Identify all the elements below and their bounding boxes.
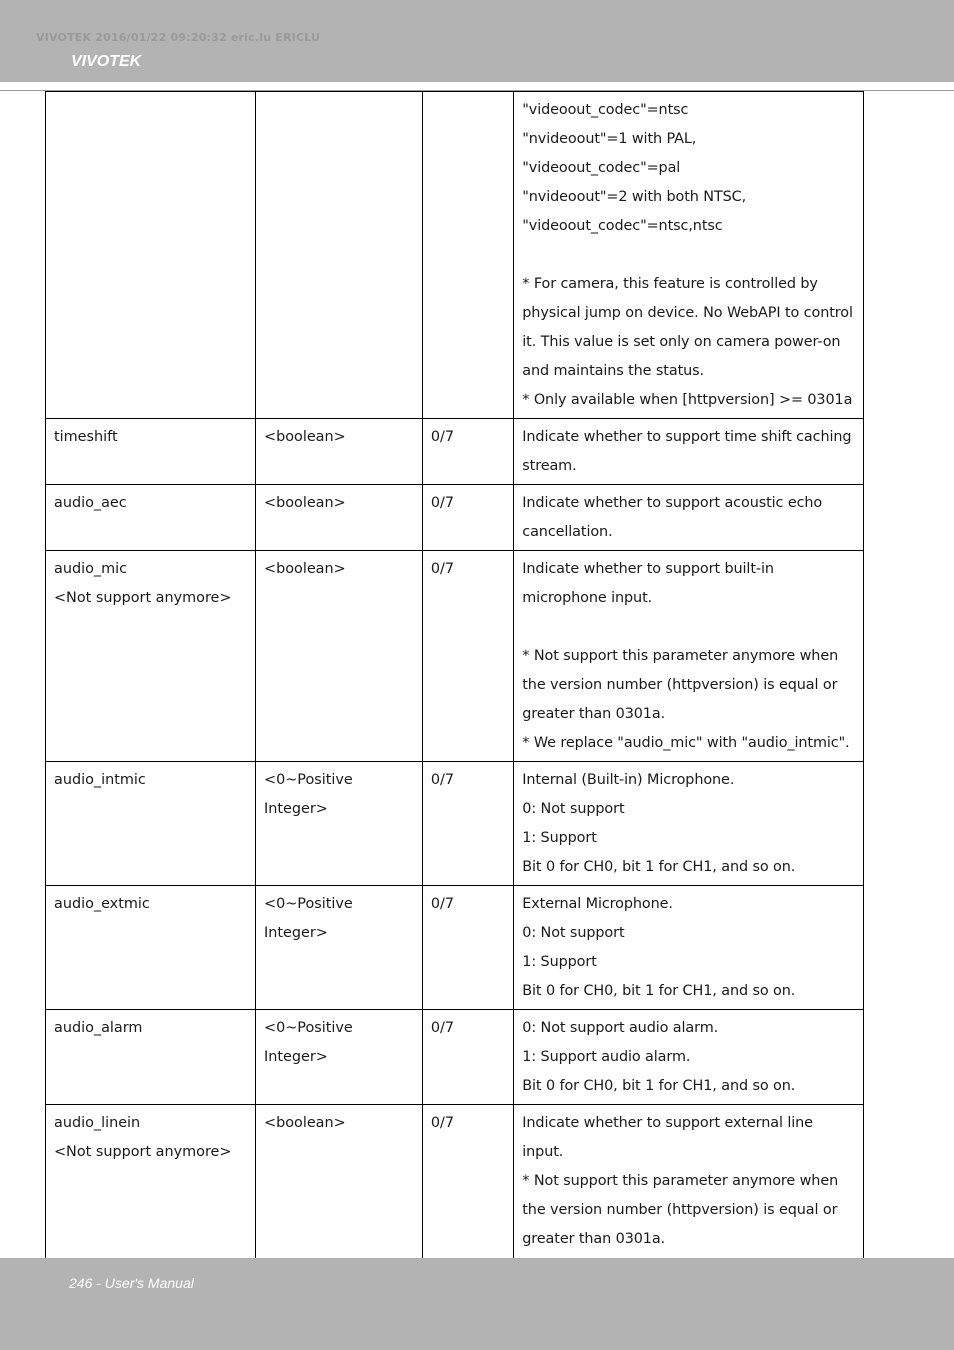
type-line: <0~Positive [264, 1020, 353, 1036]
description-line: microphone input. [522, 590, 653, 606]
type-line: Integer> [264, 925, 328, 941]
security-level-cell [422, 886, 513, 1010]
security-level-cell [422, 1010, 513, 1105]
name-line: audio_aec [54, 495, 127, 511]
description-line: Bit 0 for CH0, bit 1 for CH1, and so on. [522, 1078, 796, 1094]
security-level-cell [422, 762, 513, 886]
brand-logo-text: VIVOTEK [71, 53, 142, 70]
description-line: physical jump on device. No WebAPI to control [522, 305, 853, 321]
type-line: <boolean> [264, 495, 346, 511]
table-row [46, 485, 864, 551]
parameter-type-cell [256, 886, 423, 1010]
type-line: <0~Positive [264, 896, 353, 912]
description-line: the version number (httpversion) is equal or [522, 1202, 838, 1218]
type-line: <boolean> [264, 561, 346, 577]
description-line: and maintains the status. [522, 363, 705, 379]
security-text: 0/7 [430, 1115, 454, 1131]
description-line: stream. [522, 458, 577, 474]
description-cell [514, 886, 864, 1010]
blank-line [522, 613, 859, 642]
parameter-type-cell [256, 551, 423, 762]
description-line: 0: Not support [522, 925, 625, 941]
table-row [46, 886, 864, 1010]
security-level-cell [422, 551, 513, 762]
security-text: 0/7 [430, 1020, 454, 1036]
type-line: Integer> [264, 1049, 328, 1065]
description-line: Indicate whether to support acoustic echo [522, 495, 823, 511]
description-line: input. [522, 1144, 564, 1160]
description-cell [514, 551, 864, 762]
type-line: Integer> [264, 801, 328, 817]
table-row [46, 762, 864, 886]
description-line: "videoout_codec"=pal [522, 160, 681, 176]
description-line: * Not support this parameter anymore when [522, 1173, 839, 1189]
description-line: External Microphone. [522, 896, 673, 912]
parameter-type-cell [256, 419, 423, 485]
description-line: Indicate whether to support time shift caching [522, 429, 852, 445]
security-text: 0/7 [430, 429, 454, 445]
description-line: 0: Not support audio alarm. [522, 1020, 719, 1036]
table-row [46, 419, 864, 485]
description-line: Bit 0 for CH0, bit 1 for CH1, and so on. [522, 983, 796, 999]
description-cell [514, 485, 864, 551]
security-text: 0/7 [430, 772, 454, 788]
description-line: "videoout_codec"=ntsc,ntsc [522, 218, 723, 234]
security-level-cell [422, 419, 513, 485]
name-line: <Not support anymore> [54, 590, 232, 606]
parameter-name-cell [46, 551, 256, 762]
name-line: audio_linein [54, 1115, 141, 1131]
name-line: audio_extmic [54, 896, 150, 912]
description-cell [514, 92, 864, 419]
table-row [46, 551, 864, 762]
description-line: Indicate whether to support built-in [522, 561, 774, 577]
name-line: audio_intmic [54, 772, 146, 788]
parameter-table-body [46, 92, 864, 1316]
page-number-label: 246 - User's Manual [69, 1275, 194, 1291]
description-line: 1: Support [522, 830, 597, 846]
description-line: cancellation. [522, 524, 613, 540]
parameter-type-cell [256, 1010, 423, 1105]
parameter-name-cell [46, 1010, 256, 1105]
description-line: * For camera, this feature is controlled by [522, 276, 818, 292]
parameter-name-cell [46, 886, 256, 1010]
parameter-table [45, 91, 864, 1316]
description-line: * Only available when [httpversion] >= 0301a [522, 392, 853, 408]
description-line: "nvideoout"=2 with both NTSC, [522, 189, 747, 205]
name-line: audio_alarm [54, 1020, 143, 1036]
watermark-text: VIVOTEK 2016/01/22 09:20:32 eric.lu ERICLU [36, 31, 321, 44]
description-line: greater than 0301a. [522, 706, 666, 722]
type-line: <0~Positive [264, 772, 353, 788]
name-line: <Not support anymore> [54, 1144, 232, 1160]
description-line: * We replace "audio_mic" with "audio_intmic". [522, 735, 850, 751]
description-cell [514, 762, 864, 886]
description-line: Bit 0 for CH0, bit 1 for CH1, and so on. [522, 859, 796, 875]
description-line: 0: Not support [522, 801, 625, 817]
type-line: <boolean> [264, 429, 346, 445]
description-line: it. This value is set only on camera power-on [522, 334, 841, 350]
security-level-cell [422, 92, 513, 419]
parameter-type-cell [256, 92, 423, 419]
parameter-name-cell [46, 92, 256, 419]
table-row [46, 1010, 864, 1105]
description-line: 1: Support [522, 954, 597, 970]
page-header [0, 0, 954, 82]
security-level-cell [422, 485, 513, 551]
parameter-name-cell [46, 762, 256, 886]
description-line: Indicate whether to support external line [522, 1115, 813, 1131]
blank-line [522, 241, 859, 270]
description-line: "nvideoout"=1 with PAL, [522, 131, 697, 147]
description-line: * Not support this parameter anymore when [522, 648, 839, 664]
description-line: "videoout_codec"=ntsc [522, 102, 689, 118]
security-text: 0/7 [430, 561, 454, 577]
type-line: <boolean> [264, 1115, 346, 1131]
table-row [46, 92, 864, 419]
description-line: greater than 0301a. [522, 1231, 666, 1247]
description-line: Internal (Built-in) Microphone. [522, 772, 735, 788]
name-line: audio_mic [54, 561, 128, 577]
name-line: timeshift [54, 429, 118, 445]
security-text: 0/7 [430, 896, 454, 912]
page-footer [0, 1258, 954, 1350]
security-text: 0/7 [430, 495, 454, 511]
parameter-type-cell [256, 485, 423, 551]
parameter-name-cell [46, 419, 256, 485]
description-cell [514, 419, 864, 485]
parameter-type-cell [256, 762, 423, 886]
description-cell [514, 1010, 864, 1105]
description-line: the version number (httpversion) is equal or [522, 677, 838, 693]
description-line: 1: Support audio alarm. [522, 1049, 691, 1065]
parameter-name-cell [46, 485, 256, 551]
